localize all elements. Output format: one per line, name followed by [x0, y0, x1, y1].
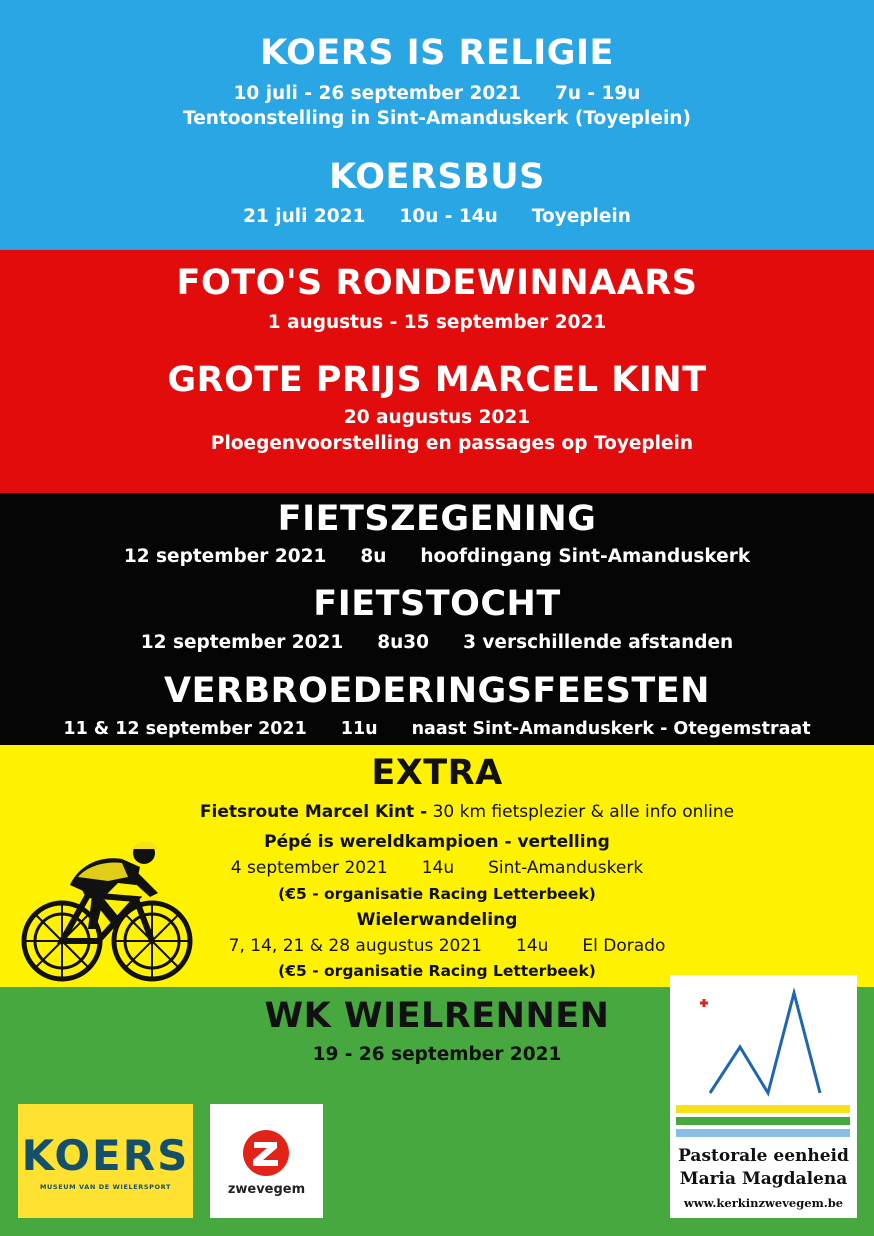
pastorale-website: www.kerkinzwevegem.be: [683, 1196, 844, 1210]
fietszegening-place: hoofdingang Sint-Amanduskerk: [420, 546, 751, 567]
pastorale-line-1: Pastorale eenheid: [678, 1146, 849, 1166]
wielerwandeling-title: Wielerwandeling: [356, 910, 518, 930]
fietstocht-time: 8u30: [377, 632, 430, 653]
red-band: [0, 250, 874, 493]
yellow-band: [0, 745, 874, 987]
verbroederingsfeesten-title: VERBROEDERINGSFEESTEN: [164, 671, 710, 711]
zwevegem-logo: [210, 1104, 323, 1218]
pastorale-eenheid-logo: [670, 975, 857, 1218]
koers-is-religie-date: 10 juli - 26 september 2021: [233, 83, 521, 104]
koers-is-religie-date-line: [0, 83, 874, 104]
fietszegening-info-line: [0, 546, 874, 567]
verbroederingsfeesten-time: 11u: [340, 719, 378, 739]
koers-museum-logo: [18, 1104, 193, 1218]
grote-prijs-info: Ploegenvoorstelling en passages op Toyeplein: [210, 433, 694, 454]
koers-is-religie-info: Tentoonstelling in Sint-Amanduskerk (Toyeplein): [183, 108, 691, 129]
fietstocht-date: 12 september 2021: [140, 632, 344, 653]
wielerwandeling-time: 14u: [516, 936, 549, 956]
verbroederingsfeesten-place: naast Sint-Amanduskerk - Otegemstraat: [411, 719, 811, 739]
fietszegening-time: 8u: [360, 546, 387, 567]
pastorale-line-2: Maria Magdalena: [679, 1169, 848, 1189]
fotos-rondewinnaars-title: FOTO'S RONDEWINNAARS: [176, 263, 698, 303]
verbroederingsfeesten-info-line: [0, 719, 874, 739]
grote-prijs-date: 20 augustus 2021: [343, 407, 531, 428]
zwevegem-logo-word: zwevegem: [227, 1182, 306, 1197]
fietszegening-title: FIETSZEGENING: [277, 499, 597, 539]
mountain-cross-icon: [670, 975, 857, 1145]
koersbus-place: Toyeplein: [531, 206, 631, 227]
koersbus-time: 10u - 14u: [399, 206, 498, 227]
grote-prijs-title: GROTE PRIJS MARCEL KINT: [167, 360, 707, 400]
koersbus-title: KOERSBUS: [329, 157, 545, 197]
pepe-time: 14u: [421, 858, 455, 878]
koers-logo-word: KOERS: [21, 1131, 190, 1180]
fietstocht-place: 3 verschillende afstanden: [463, 632, 734, 653]
fietsroute-info: 30 km fietsplezier & alle info online: [427, 802, 735, 822]
extra-title: EXTRA: [371, 753, 503, 793]
koers-is-religie-title: KOERS IS RELIGIE: [260, 33, 614, 73]
cyclist-icon: [18, 837, 198, 987]
blue-band: [0, 0, 874, 250]
koers-is-religie-time: 7u - 19u: [554, 83, 641, 104]
pepe-date: 4 september 2021: [230, 858, 388, 878]
wielerwandeling-date: 7, 14, 21 & 28 augustus 2021: [228, 936, 482, 956]
pepe-title: Pépé is wereldkampioen - vertelling: [264, 832, 610, 852]
fotos-rondewinnaars-date: 1 augustus - 15 september 2021: [267, 312, 607, 333]
fietstocht-title: FIETSTOCHT: [313, 584, 561, 624]
fietsroute-label: Fietsroute Marcel Kint -: [199, 802, 428, 822]
black-band: [0, 493, 874, 745]
verbroederingsfeesten-date: 11 & 12 september 2021: [63, 719, 307, 739]
pepe-organisation: (€5 - organisatie Racing Letterbeek): [278, 885, 596, 903]
koersbus-date: 21 juli 2021: [243, 206, 366, 227]
fietszegening-date: 12 september 2021: [123, 546, 327, 567]
koersbus-info-line: [0, 206, 874, 227]
koers-logo-subtitle: MUSEUM VAN DE WIELERSPORT: [39, 1183, 172, 1191]
pepe-place: Sint-Amanduskerk: [488, 858, 644, 878]
fietsroute-line: [0, 802, 874, 822]
wielerwandeling-organisation: (€5 - organisatie Racing Letterbeek): [278, 962, 596, 980]
wielerwandeling-place: El Dorado: [582, 936, 666, 956]
zwevegem-z-icon: [241, 1128, 291, 1178]
wk-wielrennen-title: WK WIELRENNEN: [264, 996, 610, 1036]
fietstocht-info-line: [0, 632, 874, 653]
wk-wielrennen-date: 19 - 26 september 2021: [312, 1044, 562, 1065]
